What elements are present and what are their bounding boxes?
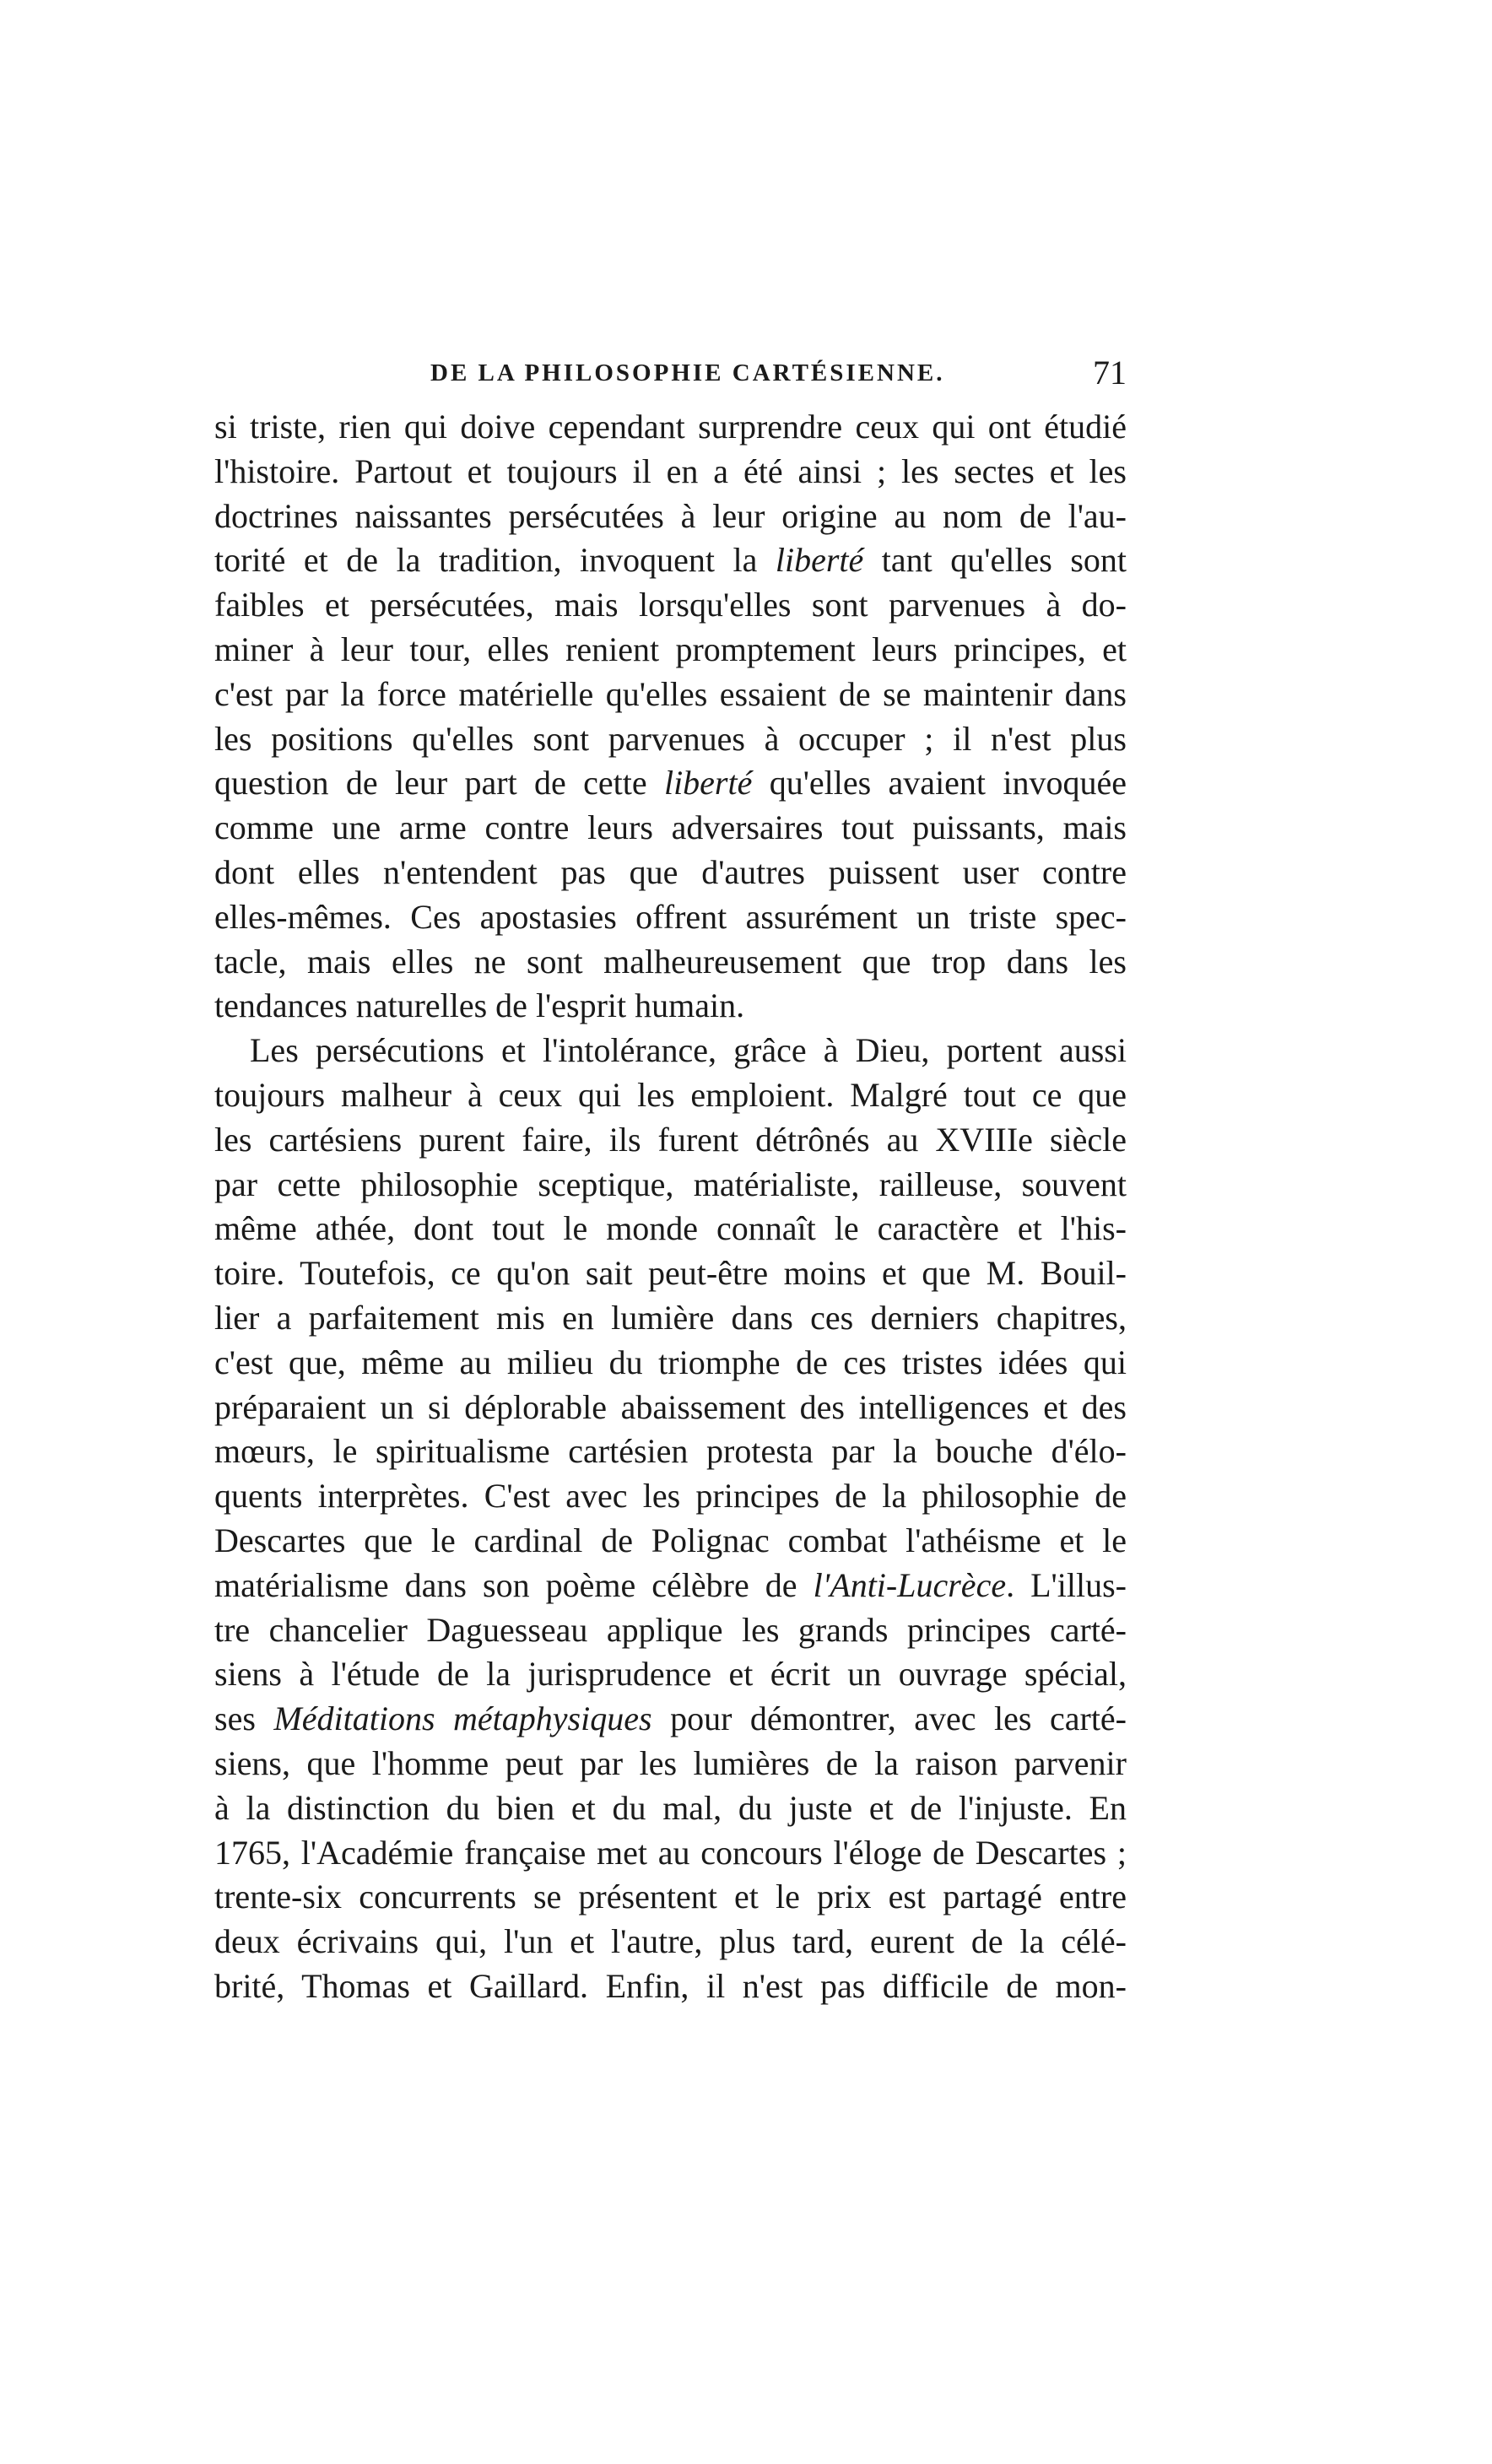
text-line — [214, 1207, 1127, 1251]
text-segment: tant qu'elles sont — [863, 541, 1127, 580]
text-segment: toujours malheur à ceux qui les emploient. Malgré tout ce que — [214, 1075, 1127, 1114]
text-segment: doctrines naissantes persécutées à leur origine au nom de l'au- — [214, 496, 1127, 535]
text-line — [214, 984, 1127, 1029]
text-line — [214, 628, 1127, 673]
text-line — [214, 673, 1127, 717]
text-line — [214, 1386, 1127, 1430]
text-segment: Descartes que le cardinal de Polignac combat l'athéisme et le — [214, 1521, 1127, 1559]
text-segment: siens à l'étude de la jurisprudence et écrit un ouvrage spécial, — [214, 1655, 1127, 1694]
text-line — [214, 405, 1127, 450]
text-line — [214, 1831, 1127, 1876]
text-line — [214, 1875, 1127, 1920]
text-segment: elles-mêmes. Ces apostasies offrent assurément un triste spec- — [214, 897, 1127, 936]
text-segment: 1765, l'Académie française met au concours l'éloge de Descartes ; — [214, 1833, 1127, 1872]
text-segment: c'est par la force matérielle qu'elles essaient de se maintenir dans — [214, 674, 1127, 713]
running-head-title: DE LA PHILOSOPHIE CARTÉSIENNE. — [430, 359, 945, 386]
text-segment: mœurs, le spiritualisme cartésien protesta par la bouche d'élo- — [214, 1432, 1127, 1471]
text-line — [214, 1073, 1127, 1118]
text-segment: dont elles n'entendent pas que d'autres puissent user contre — [214, 852, 1127, 891]
text-segment: . L'illus- — [1006, 1565, 1127, 1604]
text-line — [214, 1742, 1127, 1786]
text-line — [214, 1564, 1127, 1608]
text-segment: trente-six concurrents se présentent et le prix est partagé entre — [214, 1878, 1127, 1916]
text-segment: tre chancelier Daguesseau applique les grands principes carté- — [214, 1610, 1127, 1649]
text-line — [214, 494, 1127, 539]
text-line — [214, 806, 1127, 851]
text-line — [214, 1251, 1127, 1296]
italic-text: Méditations métaphysiques — [273, 1699, 652, 1738]
text-segment: miner à leur tour, elles renient promptement leurs principes, et — [214, 630, 1127, 668]
text-line — [214, 1474, 1127, 1519]
text-line — [214, 1163, 1127, 1208]
text-segment: préparaient un si déplorable abaissement des intelligences et des — [214, 1387, 1127, 1426]
text-segment: tendances naturelles de l'esprit humain. — [214, 986, 745, 1025]
text-line — [214, 583, 1127, 628]
text-line — [214, 940, 1127, 985]
text-segment: toire. Toutefois, ce qu'on sait peut-être moins et que M. Bouil- — [214, 1254, 1127, 1293]
text-line — [214, 895, 1127, 940]
text-line — [214, 761, 1127, 806]
text-segment: question de leur part de cette — [214, 764, 664, 802]
text-line — [214, 1652, 1127, 1697]
text-segment: matérialisme dans son poème célèbre de — [214, 1565, 814, 1604]
text-line — [214, 1029, 1127, 1073]
text-segment: Les persécutions et l'intolérance, grâce à Dieu, portent aussi — [250, 1031, 1127, 1070]
text-line — [214, 1519, 1127, 1564]
text-segment: ses — [214, 1699, 274, 1738]
text-segment: par cette philosophie sceptique, matérialiste, railleuse, souvent — [214, 1164, 1127, 1203]
text-segment: comme une arme contre leurs adversaires tout puissants, mais — [214, 808, 1127, 847]
italic-text: liberté — [663, 764, 753, 802]
body-text — [214, 405, 1127, 2009]
text-segment: brité, Thomas et Gaillard. Enfin, il n'est pas difficile de mon- — [214, 1966, 1127, 2005]
page-number: 71 — [1093, 354, 1127, 392]
text-segment: qu'elles avaient invoquée — [752, 764, 1127, 802]
text-segment: même athée, dont tout le monde connaît le caractère et l'his- — [214, 1209, 1127, 1248]
text-line — [214, 1608, 1127, 1653]
text-segment: lier a parfaitement mis en lumière dans ces derniers chapitres, — [214, 1298, 1127, 1337]
text-segment: deux écrivains qui, l'un et l'autre, plus tard, eurent de la célé- — [214, 1922, 1127, 1961]
text-line — [214, 717, 1127, 762]
text-line — [214, 1296, 1127, 1341]
italic-text: liberté — [775, 541, 864, 580]
text-line — [214, 1786, 1127, 1831]
text-segment: siens, que l'homme peut par les lumières de la raison parvenir — [214, 1743, 1127, 1782]
text-segment: l'histoire. Partout et toujours il en a été ainsi ; les sectes et les — [214, 451, 1127, 490]
text-segment: faibles et persécutées, mais lorsqu'elles sont parvenues à do- — [214, 586, 1127, 624]
text-line — [214, 450, 1127, 494]
text-segment: à la distinction du bien et du mal, du juste et de l'injuste. En — [214, 1788, 1127, 1827]
text-line — [214, 1341, 1127, 1386]
text-segment: tacle, mais elles ne sont malheureusement que trop dans les — [214, 942, 1127, 981]
text-segment: si triste, rien qui doive cependant surprendre ceux qui ont étudié — [214, 408, 1127, 446]
text-line — [214, 1697, 1127, 1742]
text-line — [214, 1429, 1127, 1474]
text-line — [214, 1920, 1127, 1964]
text-line — [214, 851, 1127, 895]
text-line — [214, 1118, 1127, 1163]
text-segment: quents interprètes. C'est avec les principes de la philosophie de — [214, 1477, 1127, 1516]
text-segment: les positions qu'elles sont parvenues à occuper ; il n'est plus — [214, 719, 1127, 758]
text-segment: torité et de la tradition, invoquent la — [214, 541, 776, 580]
text-segment: c'est que, même au milieu du triomphe de ces tristes idées qui — [214, 1343, 1127, 1381]
text-segment: les cartésiens purent faire, ils furent détrônés au XVIIIe siècle — [214, 1120, 1127, 1159]
text-line — [214, 538, 1127, 583]
italic-text: l'Anti-Lucrèce — [813, 1565, 1007, 1604]
running-head — [214, 353, 1127, 395]
text-line — [214, 1964, 1127, 2009]
text-segment: pour démontrer, avec les carté- — [651, 1699, 1127, 1738]
